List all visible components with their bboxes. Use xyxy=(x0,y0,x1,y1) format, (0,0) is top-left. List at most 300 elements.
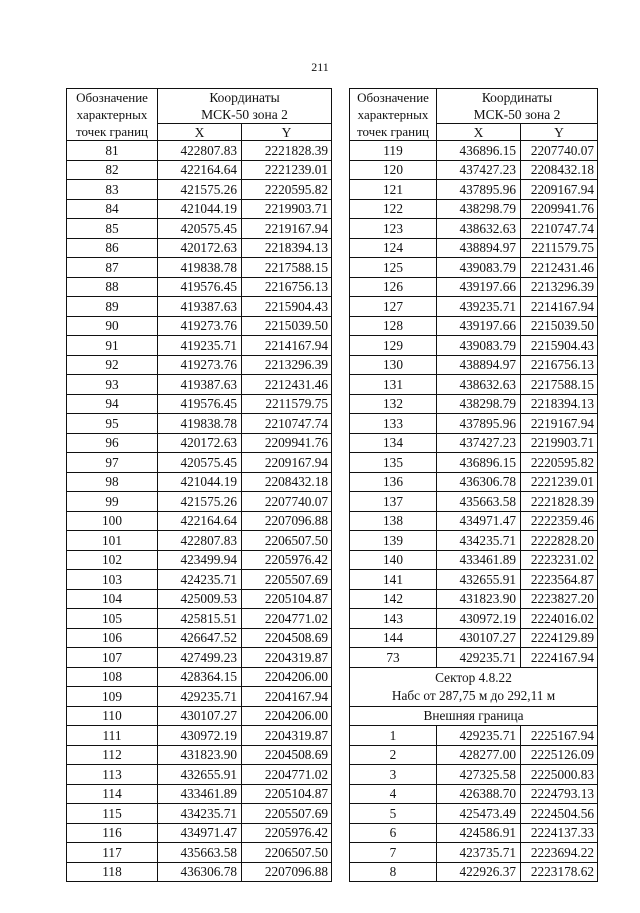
coordinates-title: Координаты xyxy=(481,90,553,105)
y-coordinate: 2206507.50 xyxy=(242,531,332,551)
y-coordinate: 2211579.75 xyxy=(521,238,598,258)
x-coordinate: 427325.58 xyxy=(437,765,521,785)
point-number: 141 xyxy=(350,570,437,590)
table-row xyxy=(350,570,598,590)
header-row xyxy=(67,89,332,124)
x-coordinate: 437895.96 xyxy=(437,180,521,200)
point-number: 114 xyxy=(67,784,158,804)
y-coordinate: 2223564.87 xyxy=(521,570,598,590)
point-number: 97 xyxy=(67,453,158,473)
point-number: 129 xyxy=(350,336,437,356)
y-coordinate: 2205507.69 xyxy=(242,804,332,824)
table-row xyxy=(350,823,598,843)
point-number: 81 xyxy=(67,141,158,161)
coordinates-table-right xyxy=(349,88,598,882)
point-number: 8 xyxy=(350,862,437,882)
table-row xyxy=(67,531,332,551)
point-number: 136 xyxy=(350,472,437,492)
x-coordinate: 419235.71 xyxy=(158,336,242,356)
point-number: 101 xyxy=(67,531,158,551)
table-row xyxy=(350,141,598,161)
point-number: 109 xyxy=(67,687,158,707)
coordinates-title: Координаты xyxy=(209,90,280,105)
x-coordinate: 430107.27 xyxy=(437,628,521,648)
y-coordinate: 2224137.33 xyxy=(521,823,598,843)
y-coordinate: 2207740.07 xyxy=(242,492,332,512)
y-coordinate: 2204206.00 xyxy=(242,706,332,726)
x-coordinate: 421044.19 xyxy=(158,199,242,219)
y-coordinate: 2205104.87 xyxy=(242,784,332,804)
header-row xyxy=(350,89,598,124)
y-coordinate: 2225167.94 xyxy=(521,726,598,746)
table-row xyxy=(350,648,598,668)
x-coordinate: 421044.19 xyxy=(158,472,242,492)
x-coordinate: 438298.79 xyxy=(437,199,521,219)
x-coordinate: 435663.58 xyxy=(158,843,242,863)
table-row xyxy=(67,141,332,161)
point-number: 115 xyxy=(67,804,158,824)
table-row xyxy=(67,355,332,375)
point-number: 139 xyxy=(350,531,437,551)
table-row xyxy=(350,355,598,375)
point-number: 86 xyxy=(67,238,158,258)
table-row xyxy=(67,492,332,512)
x-coordinate: 428277.00 xyxy=(437,745,521,765)
point-number: 85 xyxy=(67,219,158,239)
sector-height-range: Набс от 287,75 м до 292,11 м xyxy=(391,687,556,703)
y-coordinate: 2213296.39 xyxy=(521,277,598,297)
x-header: X xyxy=(437,124,521,141)
x-coordinate: 436896.15 xyxy=(437,141,521,161)
x-coordinate: 434235.71 xyxy=(158,804,242,824)
point-number: 108 xyxy=(67,667,158,687)
y-coordinate: 2223694.22 xyxy=(521,843,598,863)
table-row xyxy=(67,414,332,434)
table-row xyxy=(350,784,598,804)
table-row xyxy=(67,687,332,707)
y-coordinate: 2205104.87 xyxy=(242,589,332,609)
table-row xyxy=(67,199,332,219)
y-coordinate: 2221239.01 xyxy=(242,160,332,180)
table-row xyxy=(67,628,332,648)
x-coordinate: 438632.63 xyxy=(437,375,521,395)
point-number: 105 xyxy=(67,609,158,629)
coordinates-table-left xyxy=(66,88,332,882)
y-coordinate: 2219167.94 xyxy=(242,219,332,239)
table-row xyxy=(67,570,332,590)
x-coordinate: 428364.15 xyxy=(158,667,242,687)
x-coordinate: 430107.27 xyxy=(158,706,242,726)
table-row xyxy=(350,472,598,492)
y-coordinate: 2220595.82 xyxy=(521,453,598,473)
point-number: 121 xyxy=(350,180,437,200)
y-coordinate: 2204771.02 xyxy=(242,765,332,785)
x-coordinate: 425473.49 xyxy=(437,804,521,824)
point-number: 111 xyxy=(67,726,158,746)
point-number: 90 xyxy=(67,316,158,336)
table-row xyxy=(67,180,332,200)
x-coordinate: 437895.96 xyxy=(437,414,521,434)
table-row xyxy=(67,784,332,804)
point-number: 144 xyxy=(350,628,437,648)
table-row xyxy=(350,199,598,219)
x-coordinate: 439083.79 xyxy=(437,258,521,278)
x-coordinate: 434971.47 xyxy=(437,511,521,531)
x-header: X xyxy=(158,124,242,141)
x-coordinate: 438298.79 xyxy=(437,394,521,414)
x-coordinate: 419838.78 xyxy=(158,414,242,434)
point-number: 127 xyxy=(350,297,437,317)
point-number: 128 xyxy=(350,316,437,336)
y-coordinate: 2217588.15 xyxy=(242,258,332,278)
x-coordinate: 419273.76 xyxy=(158,355,242,375)
table-row xyxy=(67,258,332,278)
point-number: 116 xyxy=(67,823,158,843)
point-number: 5 xyxy=(350,804,437,824)
x-coordinate: 426388.70 xyxy=(437,784,521,804)
x-coordinate: 439235.71 xyxy=(437,297,521,317)
y-coordinate: 2209167.94 xyxy=(242,453,332,473)
y-coordinate: 2221239.01 xyxy=(521,472,598,492)
x-coordinate: 432655.91 xyxy=(437,570,521,590)
y-coordinate: 2210747.74 xyxy=(242,414,332,434)
table-row xyxy=(350,804,598,824)
point-number: 99 xyxy=(67,492,158,512)
y-coordinate: 2224793.13 xyxy=(521,784,598,804)
point-number: 1 xyxy=(350,726,437,746)
y-coordinate: 2214167.94 xyxy=(242,336,332,356)
y-coordinate: 2220595.82 xyxy=(242,180,332,200)
point-label-header xyxy=(350,89,437,141)
table-row xyxy=(350,277,598,297)
y-coordinate: 2205976.42 xyxy=(242,823,332,843)
table-row xyxy=(67,277,332,297)
sector-title: Сектор 4.8.22 xyxy=(435,669,512,685)
table-row xyxy=(67,745,332,765)
point-number: 104 xyxy=(67,589,158,609)
x-coordinate: 424235.71 xyxy=(158,570,242,590)
point-number: 96 xyxy=(67,433,158,453)
y-coordinate: 2210747.74 xyxy=(521,219,598,239)
x-coordinate: 420172.63 xyxy=(158,238,242,258)
table-row xyxy=(67,609,332,629)
table-row xyxy=(350,297,598,317)
y-coordinate: 2207096.88 xyxy=(242,862,332,882)
y-coordinate: 2215039.50 xyxy=(242,316,332,336)
point-number: 137 xyxy=(350,492,437,512)
point-number: 130 xyxy=(350,355,437,375)
x-coordinate: 433461.89 xyxy=(437,550,521,570)
table-row xyxy=(67,472,332,492)
x-coordinate: 431823.90 xyxy=(437,589,521,609)
sector-heading xyxy=(350,667,598,706)
point-number: 110 xyxy=(67,706,158,726)
table-row xyxy=(350,511,598,531)
y-coordinate: 2219903.71 xyxy=(521,433,598,453)
y-coordinate: 2224016.02 xyxy=(521,609,598,629)
x-coordinate: 438632.63 xyxy=(437,219,521,239)
table-row xyxy=(67,862,332,882)
table-row xyxy=(67,726,332,746)
x-coordinate: 419387.63 xyxy=(158,297,242,317)
table-row xyxy=(67,297,332,317)
x-coordinate: 436306.78 xyxy=(437,472,521,492)
point-number: 87 xyxy=(67,258,158,278)
header-label-line: точек границ xyxy=(75,124,149,139)
table-row xyxy=(67,706,332,726)
x-coordinate: 422926.37 xyxy=(437,862,521,882)
y-coordinate: 2204771.02 xyxy=(242,609,332,629)
x-coordinate: 434235.71 xyxy=(437,531,521,551)
point-number: 7 xyxy=(350,843,437,863)
point-number: 83 xyxy=(67,180,158,200)
y-coordinate: 2213296.39 xyxy=(242,355,332,375)
header-label-line: характерных xyxy=(357,107,429,122)
x-coordinate: 438894.97 xyxy=(437,355,521,375)
y-coordinate: 2215904.43 xyxy=(242,297,332,317)
point-number: 124 xyxy=(350,238,437,258)
y-coordinate: 2224129.89 xyxy=(521,628,598,648)
y-coordinate: 2205976.42 xyxy=(242,550,332,570)
y-coordinate: 2224504.56 xyxy=(521,804,598,824)
x-coordinate: 420575.45 xyxy=(158,219,242,239)
y-coordinate: 2223178.62 xyxy=(521,862,598,882)
table-row xyxy=(67,589,332,609)
y-coordinate: 2225000.83 xyxy=(521,765,598,785)
table-row xyxy=(350,843,598,863)
point-number: 3 xyxy=(350,765,437,785)
coordinate-system: МСК-50 зона 2 xyxy=(473,107,561,122)
table-row xyxy=(67,550,332,570)
y-coordinate: 2215039.50 xyxy=(521,316,598,336)
point-number: 125 xyxy=(350,258,437,278)
table-row xyxy=(350,550,598,570)
y-coordinate: 2222359.46 xyxy=(521,511,598,531)
x-coordinate: 430972.19 xyxy=(158,726,242,746)
table-row xyxy=(350,258,598,278)
x-coordinate: 419387.63 xyxy=(158,375,242,395)
point-number: 142 xyxy=(350,589,437,609)
y-coordinate: 2216756.13 xyxy=(242,277,332,297)
right-table-body xyxy=(350,89,598,882)
table-row xyxy=(350,453,598,473)
y-coordinate: 2222828.20 xyxy=(521,531,598,551)
y-coordinate: 2223827.20 xyxy=(521,589,598,609)
table-row xyxy=(67,160,332,180)
point-number: 94 xyxy=(67,394,158,414)
table-row xyxy=(350,765,598,785)
x-coordinate: 438894.97 xyxy=(437,238,521,258)
point-number: 120 xyxy=(350,160,437,180)
header-label-line: Обозначение xyxy=(76,90,148,105)
x-coordinate: 437427.23 xyxy=(437,160,521,180)
x-coordinate: 435663.58 xyxy=(437,492,521,512)
x-coordinate: 426647.52 xyxy=(158,628,242,648)
point-number: 123 xyxy=(350,219,437,239)
point-number: 82 xyxy=(67,160,158,180)
table-row xyxy=(67,511,332,531)
y-coordinate: 2208432.18 xyxy=(521,160,598,180)
header-label-line: характерных xyxy=(76,107,148,122)
point-number: 107 xyxy=(67,648,158,668)
y-coordinate: 2204319.87 xyxy=(242,648,332,668)
y-coordinate: 2221828.39 xyxy=(242,141,332,161)
x-coordinate: 427499.23 xyxy=(158,648,242,668)
table-row xyxy=(350,414,598,434)
x-coordinate: 437427.23 xyxy=(437,433,521,453)
point-number: 4 xyxy=(350,784,437,804)
x-coordinate: 429235.71 xyxy=(158,687,242,707)
table-row xyxy=(67,219,332,239)
point-number: 100 xyxy=(67,511,158,531)
x-coordinate: 420172.63 xyxy=(158,433,242,453)
table-row xyxy=(67,453,332,473)
y-coordinate: 2219167.94 xyxy=(521,414,598,434)
y-coordinate: 2209941.76 xyxy=(521,199,598,219)
table-row xyxy=(350,375,598,395)
table-row xyxy=(67,316,332,336)
table-row xyxy=(67,648,332,668)
point-number: 6 xyxy=(350,823,437,843)
y-coordinate: 2217588.15 xyxy=(521,375,598,395)
x-coordinate: 432655.91 xyxy=(158,765,242,785)
point-number: 88 xyxy=(67,277,158,297)
y-coordinate: 2206507.50 xyxy=(242,843,332,863)
table-row xyxy=(67,336,332,356)
x-coordinate: 419576.45 xyxy=(158,277,242,297)
y-coordinate: 2219903.71 xyxy=(242,199,332,219)
page-number: 211 xyxy=(311,60,329,74)
table-row xyxy=(67,843,332,863)
x-coordinate: 433461.89 xyxy=(158,784,242,804)
table-row xyxy=(67,804,332,824)
x-coordinate: 431823.90 xyxy=(158,745,242,765)
x-coordinate: 420575.45 xyxy=(158,453,242,473)
x-coordinate: 425009.53 xyxy=(158,589,242,609)
x-coordinate: 434971.47 xyxy=(158,823,242,843)
table-row xyxy=(350,745,598,765)
y-coordinate: 2218394.13 xyxy=(242,238,332,258)
y-coordinate: 2204319.87 xyxy=(242,726,332,746)
point-number: 103 xyxy=(67,570,158,590)
coordinates-header xyxy=(158,89,332,124)
y-coordinate: 2204508.69 xyxy=(242,628,332,648)
y-coordinate: 2215904.43 xyxy=(521,336,598,356)
left-table-body xyxy=(67,89,332,882)
point-number: 93 xyxy=(67,375,158,395)
point-number: 119 xyxy=(350,141,437,161)
y-coordinate: 2214167.94 xyxy=(521,297,598,317)
x-coordinate: 422807.83 xyxy=(158,531,242,551)
table-row xyxy=(67,375,332,395)
point-number: 133 xyxy=(350,414,437,434)
point-number: 98 xyxy=(67,472,158,492)
table-row xyxy=(350,862,598,882)
table-row xyxy=(350,589,598,609)
y-coordinate: 2211579.75 xyxy=(242,394,332,414)
table-row xyxy=(67,823,332,843)
y-coordinate: 2205507.69 xyxy=(242,570,332,590)
y-coordinate: 2204508.69 xyxy=(242,745,332,765)
y-coordinate: 2212431.46 xyxy=(521,258,598,278)
coordinates-header xyxy=(437,89,598,124)
y-coordinate: 2221828.39 xyxy=(521,492,598,512)
point-number: 106 xyxy=(67,628,158,648)
y-coordinate: 2224167.94 xyxy=(521,648,598,668)
y-header: Y xyxy=(521,124,598,141)
point-number: 112 xyxy=(67,745,158,765)
point-number: 140 xyxy=(350,550,437,570)
x-coordinate: 436306.78 xyxy=(158,862,242,882)
point-number: 95 xyxy=(67,414,158,434)
table-row xyxy=(350,726,598,746)
x-coordinate: 439083.79 xyxy=(437,336,521,356)
x-coordinate: 422807.83 xyxy=(158,141,242,161)
x-coordinate: 419838.78 xyxy=(158,258,242,278)
point-number: 92 xyxy=(67,355,158,375)
point-number: 131 xyxy=(350,375,437,395)
table-row xyxy=(67,433,332,453)
point-number: 143 xyxy=(350,609,437,629)
point-number: 138 xyxy=(350,511,437,531)
table-row xyxy=(350,433,598,453)
x-coordinate: 436896.15 xyxy=(437,453,521,473)
x-coordinate: 423499.94 xyxy=(158,550,242,570)
table-row xyxy=(67,394,332,414)
x-coordinate: 422164.64 xyxy=(158,160,242,180)
point-number: 132 xyxy=(350,394,437,414)
x-coordinate: 419576.45 xyxy=(158,394,242,414)
x-coordinate: 422164.64 xyxy=(158,511,242,531)
x-coordinate: 429235.71 xyxy=(437,726,521,746)
y-coordinate: 2209167.94 xyxy=(521,180,598,200)
y-coordinate: 2216756.13 xyxy=(521,355,598,375)
point-number: 102 xyxy=(67,550,158,570)
y-coordinate: 2212431.46 xyxy=(242,375,332,395)
x-coordinate: 429235.71 xyxy=(437,648,521,668)
table-row xyxy=(350,628,598,648)
table-row xyxy=(350,531,598,551)
table-row xyxy=(350,238,598,258)
x-coordinate: 430972.19 xyxy=(437,609,521,629)
point-number: 134 xyxy=(350,433,437,453)
point-label-header xyxy=(67,89,158,141)
table-row xyxy=(350,219,598,239)
table-row xyxy=(350,492,598,512)
coordinate-system: МСК-50 зона 2 xyxy=(201,107,288,122)
y-coordinate: 2225126.09 xyxy=(521,745,598,765)
x-coordinate: 421575.26 xyxy=(158,180,242,200)
x-coordinate: 439197.66 xyxy=(437,277,521,297)
table-row xyxy=(350,336,598,356)
y-coordinate: 2207740.07 xyxy=(521,141,598,161)
header-label-line: точек границ xyxy=(356,124,430,139)
table-row xyxy=(67,765,332,785)
y-coordinate: 2207096.88 xyxy=(242,511,332,531)
x-coordinate: 439197.66 xyxy=(437,316,521,336)
y-coordinate: 2223231.02 xyxy=(521,550,598,570)
y-coordinate: 2204206.00 xyxy=(242,667,332,687)
table-row xyxy=(350,160,598,180)
boundary-heading: Внешняя граница xyxy=(350,706,598,726)
point-number: 73 xyxy=(350,648,437,668)
header-label-line: Обозначение xyxy=(357,90,429,105)
table-row xyxy=(350,609,598,629)
point-number: 89 xyxy=(67,297,158,317)
sector-row xyxy=(350,667,598,706)
x-coordinate: 421575.26 xyxy=(158,492,242,512)
point-number: 2 xyxy=(350,745,437,765)
